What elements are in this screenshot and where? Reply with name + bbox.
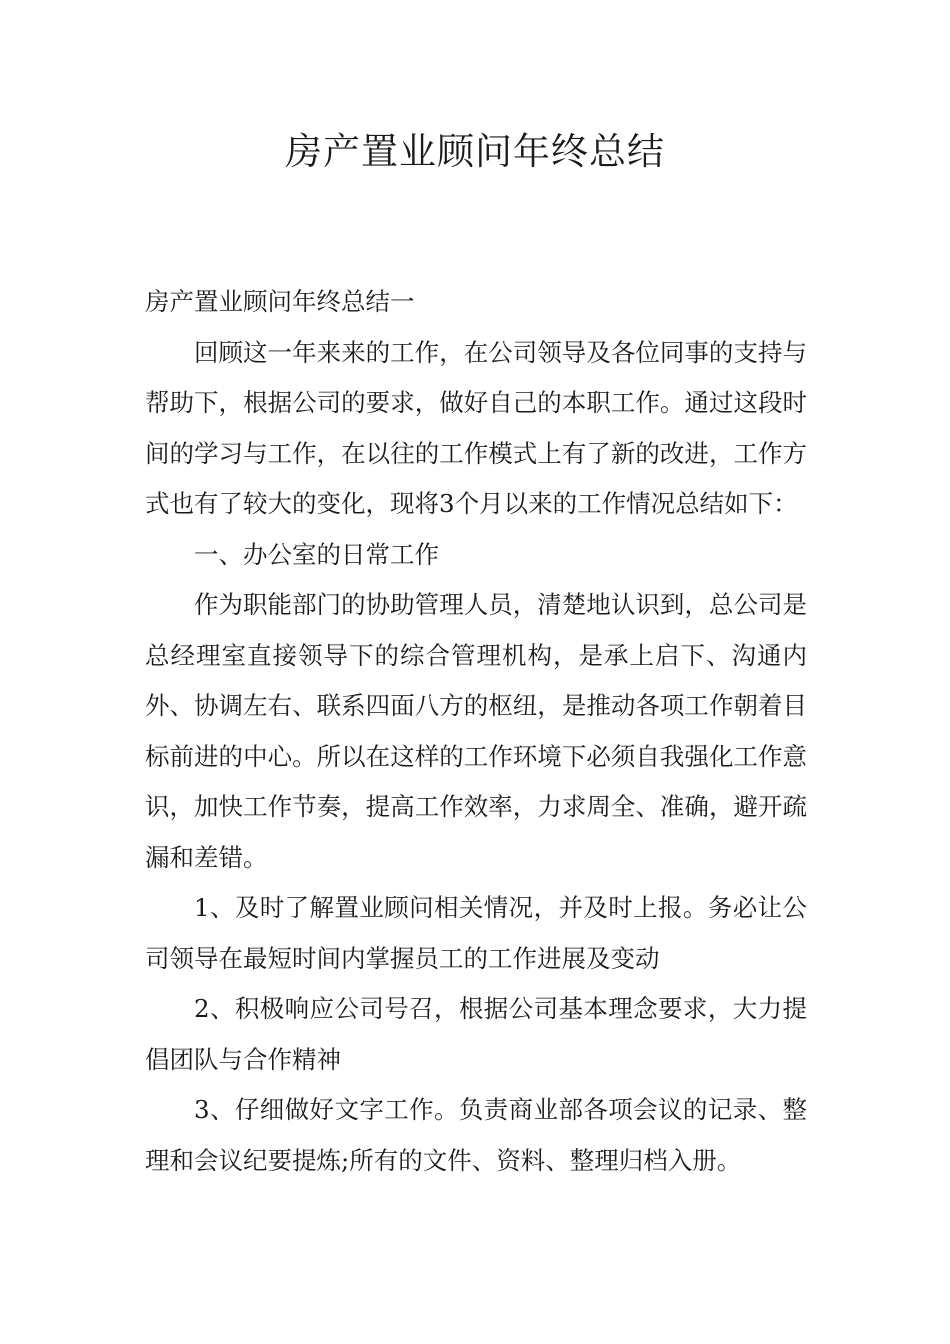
list-item-2: 2、积极响应公司号召，根据公司基本理念要求，大力提倡团队与合作精神 [145,994,807,1074]
list-item-1: 1、及时了解置业顾问相关情况，并及时上报。务必让公司领导在最短时间内掌握员工的工作进展及变动 [145,893,807,973]
list-item-3: 3、仔细做好文字工作。负责商业部各项会议的记录、整理和会议纪要提炼;所有的文件、资料、整理归档入册。 [145,1095,807,1175]
subsection-heading-office-work: 一、办公室的日常工作 [194,539,439,569]
document-body [145,277,807,1186]
paragraph-intro: 回顾这一年来来的工作，在公司领导及各位同事的支持与帮助下，根据公司的要求，做好自己的本职工作。通过这段时间的学习与工作，在以往的工作模式上有了新的改进，工作方式也有了较大的变化，现将3个月以来的工作情况总结如下： [145,337,807,518]
section-heading: 房产置业顾问年终总结一 [145,287,415,316]
paragraph-role-description: 作为职能部门的协助管理人员，清楚地认识到，总公司是总经理室直接领导下的综合管理机构，是承上启下、沟通内外、协调左右、联系四面八方的枢纽，是推动各项工作朝着目标前进的中心。所以在这样的工作环境下必须自我强化工作意识，加快工作节奏，提高工作效率，力求周全、准确，避开疏漏和差错。 [145,590,807,872]
document-title: 房产置业顾问年终总结 [285,130,665,173]
